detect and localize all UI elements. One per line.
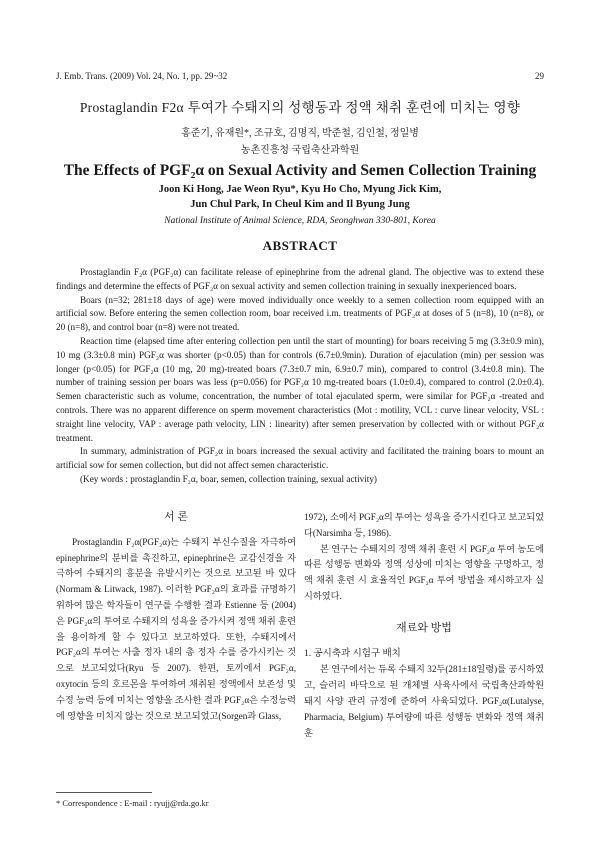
introduction-paragraph-2: 본 연구는 수퇘지의 정액 채취 훈련 시 PGF₂α 투여 농도에 따른 성행동 변화와 정액 성상에 미치는 영향을 구명하고, 정액 채취 훈련 시 효율적인 PGF₂α 투여 방법을 제시하고자 실시하였다.	[304, 543, 544, 601]
correspondence-footnote: * Correspondence : E-mail : ryujj@rda.go.kr	[56, 798, 209, 808]
introduction-paragraph: Prostaglandin F₂α(PGF₂α)는 수퇘지 부신수질을 자극하여 epinephrine의 분비를 촉진하고, epinephrine은 교감신경을 자극하여 수퇘지의 흥분을 유발시키는 것으로 보고된 바 있다 (Normam & Litwack, 1987). 이러한 PGF₂α의 효과를 규명하기 위하여 많은 학자들이 연구를 수행한 결과 Estienne 등 (2004)은 PGF₂α의 투여로 수퇘지의 성욕을 증가시켜 정액 채취 훈련을 용이하게 할 수 있다고 보고하였다. 또한, 수퇘지에서 PGF₂α의 투여는 사출 정자 내의 총 정자 수를 증가시키는 것으로 보고되었다(Ryu 등 2007). 한편, 토끼에서 PGF₂α, oxytocin 등의 호르몬을 투여하여 채취된 정액에서 보존성 및 수정 능력 등에 미치는 영향을 조사한 결과 PGF₂α은 수정능력에 영향을 미치지 않는 것으로 보고되었고(Sorgen과 Glass,	[56, 536, 296, 721]
footnote-divider	[56, 792, 152, 793]
abstract-paragraph: In summary, administration of PGF₂α in boars increased the sexual activity and facilitated the training boars to mount an artificial sow for semen collection, but did not affect semen characteristic.	[56, 446, 544, 471]
english-title: The Effects of PGF₂α on Sexual Activity and Semen Collection Training	[63, 162, 537, 179]
introduction-heading: 서 론	[163, 511, 188, 523]
korean-title: Prostaglandin F2α 투여가 수퇘지의 성행동과 정액 채취 훈련에 미치는 영향	[79, 100, 521, 115]
journal-citation: J. Emb. Trans. (2009) Vol. 24, No. 1, pp. 29~32	[56, 71, 228, 81]
abstract-body	[56, 266, 544, 487]
methods-subheading: 1. 공시축과 시험구 배치	[304, 648, 401, 659]
left-column	[56, 510, 296, 724]
page-number: 29	[535, 71, 544, 81]
korean-authors: 홍준기, 유재원*, 조규호, 김명직, 박준철, 김인철, 정일병	[181, 128, 419, 139]
methods-paragraph: 본 연구에서는 듀록 수퇘지 32두(281±18일령)를 공시하였고, 슬러리 바닥으로 된 개체별 사육사에서 국립축산과학원 돼지 사양 관리 규정에 준하여 사육되었다. PGF₂α(Lutalyse, Pharmacia, Belgium) 투여량에 따른 성행동 변화와 정액 채취 훈	[304, 664, 544, 738]
methods-heading: 재료와 방법	[396, 621, 452, 634]
abstract-heading: ABSTRACT	[262, 238, 338, 253]
abstract-paragraph: Prostaglandin F₂α (PGF₂α) can facilitate release of epinephrine from the adrenal gland. The objective was to extend these findings and determine the effects of PGF₂α on sexual activity and semen collection training in sexually inexperienced boars.	[56, 267, 544, 291]
abstract-paragraph: Boars (n=32; 281±18 days of age) were moved individually once weekly to a semen collection room equipped with an artificial sow. Before entering the semen collection room, boar received i.m. treatments of PGF₂α at doses of 5 (n=8), 10 (n=8), or 20 (n=8), and control boar (n=8) were not treated.	[56, 294, 544, 333]
introduction-continuation: 1972), 소에서 PGF₂α의 투여는 성욕을 증가시킨다고 보고되었다(Narsimha 등, 1986).	[304, 512, 544, 538]
english-authors-line2: Jun Chul Park, In Cheul Kim and Il Byung Jung	[190, 199, 410, 210]
english-authors-line1: Joon Ki Hong, Jae Weon Ryu*, Kyu Ho Cho, Myung Jick Kim,	[158, 184, 442, 195]
korean-affiliation: 농촌진흥청 국립축산과학원	[240, 145, 360, 156]
abstract-keywords: (Key words : prostaglandin F₂α, boar, semen, collection training, sexual activity)	[80, 473, 377, 484]
english-affiliation: National Institute of Animal Science, RDA, Seonghwan 330-801, Korea	[164, 216, 436, 226]
right-column	[304, 510, 544, 741]
abstract-paragraph: Reaction time (elapsed time after entering collection pen until the start of mounting) for boars receiving 5 mg (3.3±0.9 min), 10 mg (3.3±0.8 min) PGF₂α was shorter (p<0.05) than for controls (6.7±0.9min). Duration of ejaculation (min) per session was longer (p<0.05) for PGF₂α (10 mg, 20 mg)-treated boars (7.3±0.7 min, 6.9±0.7 min), compared to control (3.4±0.8 min). The number of training session per boars was less (p=0.056) for PGF₂α 10 mg-treated boars (1.0±0.4), compared to control (2.0±0.4). Semen characteristic such as volume, concentration, the number of total ejaculated sperm, were similar for PGF₂α -treated and controls. There was no apparent difference on sperm movement characteristics (Mot : motility, VCL : curve linear velocity, VSL : straight line velocity, VAP : average path velocity, LIN : linearity) after semen preservation by collected with or without PGF₂α treatment.	[56, 335, 544, 443]
